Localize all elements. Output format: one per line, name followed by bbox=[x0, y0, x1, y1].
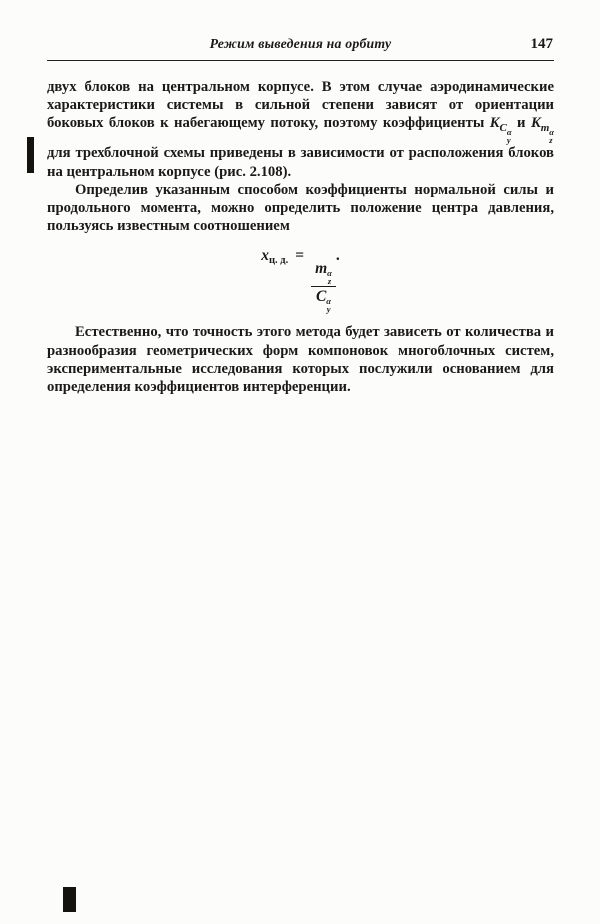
symbol-K: K bbox=[530, 115, 541, 132]
symbol-y: y bbox=[506, 134, 511, 145]
symbol-C: C bbox=[499, 122, 507, 135]
scan-artifact-left-edge bbox=[27, 137, 34, 173]
page-content bbox=[47, 36, 554, 396]
symbol-C: C bbox=[315, 288, 327, 306]
symbol-z: z bbox=[549, 134, 553, 145]
subscript-center-of-pressure: ц. д. bbox=[269, 255, 289, 267]
paragraph-2: Определив указанным способом коэффициенты нормальной силы и продольного момента, можно определить положение центра давления, пользуясь известным соотношением bbox=[47, 181, 554, 235]
symbol-alpha: α bbox=[327, 268, 332, 279]
display-formula bbox=[47, 247, 554, 313]
coefficient-K-mz-alpha bbox=[530, 115, 554, 145]
symbol-m: m bbox=[540, 122, 550, 135]
fraction-numerator bbox=[311, 260, 336, 287]
paragraph-1 bbox=[47, 78, 554, 181]
paragraph-1-text-after: для трехблочной схемы приведены в зависимости от расположения блоков на центральном корпусе (рис. 2.108). bbox=[47, 145, 554, 180]
script-stack bbox=[549, 129, 554, 144]
subscript-Cy-alpha bbox=[500, 119, 512, 144]
running-title: Режим выведения на орбиту bbox=[209, 36, 392, 51]
symbol-K: K bbox=[489, 115, 500, 132]
symbol-x: x bbox=[261, 247, 269, 265]
page-number: 147 bbox=[530, 36, 553, 52]
running-header bbox=[47, 36, 554, 55]
equals-sign: = bbox=[295, 247, 305, 265]
fraction bbox=[311, 260, 336, 313]
symbol-m: m bbox=[315, 260, 328, 278]
script-stack bbox=[326, 298, 331, 313]
paragraph-1-text-and: и bbox=[511, 115, 531, 132]
symbol-alpha: α bbox=[506, 127, 512, 138]
script-stack bbox=[327, 270, 332, 285]
script-stack bbox=[507, 129, 512, 144]
header-rule bbox=[47, 60, 554, 61]
body-text bbox=[47, 78, 554, 396]
paragraph-3: Естественно, что точность этого метода будет зависеть от количества и разнообразия геометрических форм компоновок многоблочных систем, экспериментальные исследования которых послужили основанием для определения коэффициентов интерференции. bbox=[47, 324, 554, 396]
symbol-alpha: α bbox=[326, 296, 331, 307]
symbol-alpha: α bbox=[549, 127, 554, 138]
symbol-z: z bbox=[327, 275, 332, 286]
scan-artifact-bottom-left bbox=[63, 887, 76, 912]
symbol-y: y bbox=[326, 303, 331, 314]
formula-period: . bbox=[335, 247, 340, 265]
coefficient-K-Cy-alpha bbox=[489, 115, 512, 145]
paragraph-1-text-before: двух блоков на центральном корпусе. В этом случае аэродинамические характеристики системы в сильной степени зависят от ориентации боковых блоков к набегающему потоку, поэтому коэффициенты bbox=[47, 79, 554, 132]
fraction-denominator bbox=[311, 287, 336, 313]
subscript-mz-alpha bbox=[541, 119, 554, 144]
